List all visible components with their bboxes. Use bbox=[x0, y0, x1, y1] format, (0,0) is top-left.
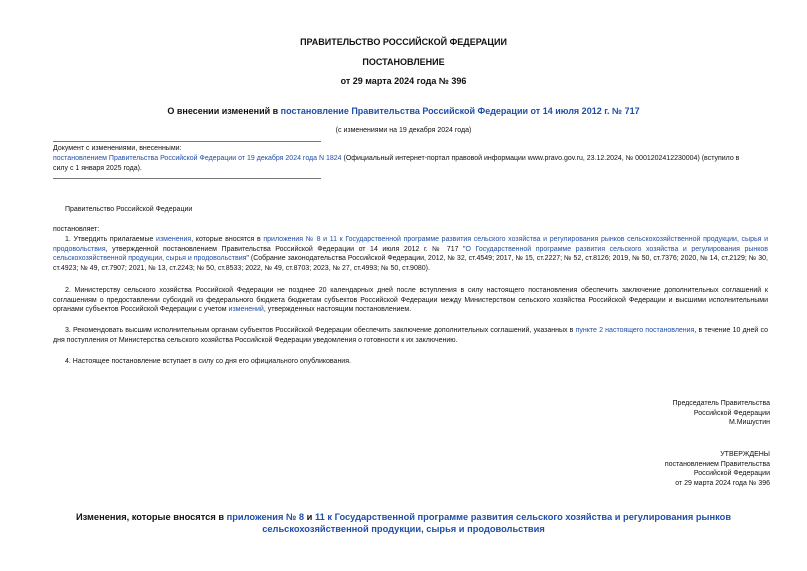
top-divider bbox=[53, 141, 321, 142]
signature-country: Российской Федерации bbox=[693, 409, 770, 417]
decrees-label: постановляет: bbox=[53, 226, 100, 233]
document-date-number: от 29 марта 2024 года № 396 bbox=[340, 76, 467, 86]
title-link[interactable]: постановление Правительства Российской Федерации от 14 июля 2012 г. № 717 bbox=[280, 106, 640, 116]
p1-link-program[interactable]: О Государственной программе развития сельского хозяйства и регулирования рынков сельскохозяйственной продукции, сырья и продовольствия bbox=[53, 245, 769, 263]
p1-link-appendices[interactable]: приложения № 8 и 11 к Государственной программе развития сельского хозяйства и регулирования рынков сельскохозяйственной продукции, сырья и продовольствия bbox=[53, 236, 768, 253]
bottom-link-appendix-11[interactable]: 11 к Государственной программе развития сельского хозяйства и регулирования рынков сельскохозяйственной продукции, сырья и продовольствия bbox=[262, 512, 732, 534]
changes-line bbox=[53, 154, 770, 164]
bottom-link-appendix-8[interactable]: приложения № 8 bbox=[226, 512, 305, 522]
signature-block bbox=[570, 399, 770, 428]
approval-by: постановлением Правительства bbox=[664, 460, 770, 468]
document-type: ПОСТАНОВЛЕНИЕ bbox=[362, 57, 445, 67]
bottom-divider bbox=[53, 178, 321, 179]
signature-position: Председатель Правительства bbox=[672, 400, 770, 407]
government-heading: ПРАВИТЕЛЬСТВО РОССИЙСКОЙ ФЕДЕРАЦИИ bbox=[300, 37, 507, 47]
p2-link-changes[interactable]: изменений bbox=[228, 306, 264, 314]
changes-title: Изменения, которые вносятся в приложения № 8 и 11 к Государственной программе развития сельского хозяйства и регулирования рынков сельскохозяйственной продукции, сырья и продовольствия bbox=[75, 512, 732, 534]
approval-block bbox=[570, 450, 770, 488]
approval-heading: УТВЕРЖДЕНЫ bbox=[720, 451, 770, 458]
changes-link[interactable]: постановлением Правительства Российской Федерации от 19 декабря 2024 года N 1824 bbox=[53, 155, 342, 162]
p3-link-clause[interactable]: пункте 2 настоящего постановления bbox=[575, 327, 695, 334]
paragraph-2: 2. Министерству сельского хозяйства Российской Федерации не позднее 20 календарных дней после вступления в силу настоящего постановления обеспечить заключение дополнительных соглашений к соглашениям о предоставлении субсидий из федерального бюджета бюджетам субъектов Российской Федерации между Министерством сельского хозяйства Российской Федерации и высшими исполнительными органами субъектов Российской Федерации с учетом изменений, утвержденных настоящим постановлением. bbox=[53, 287, 768, 314]
revision-note: (с изменениями на 19 декабря 2024 года) bbox=[335, 127, 472, 134]
paragraph-3: 3. Рекомендовать высшим исполнительным органам субъектов Российской Федерации обеспечить заключение дополнительных соглашений, указанных в пункте 2 настоящего постановления, в течение 10 дней со дня поступления от Министерства сельского хозяйства Российской Федерации уведомления о готовности к их заключению. bbox=[53, 327, 768, 344]
changes-rest-2: силу с 1 января 2025 года). bbox=[53, 165, 142, 172]
paragraph-4: 4. Настоящее постановление вступает в силу со дня его официального опубликования. bbox=[65, 358, 351, 365]
government-label: Правительство Российской Федерации bbox=[65, 206, 193, 213]
approval-country: Российской Федерации bbox=[693, 470, 770, 478]
title-prefix: О внесении изменений в bbox=[167, 106, 281, 116]
changes-rest-1: (Официальный интернет-портал правовой информации www.pravo.gov.ru, 23.12.2024, № 0001202412230004) (вступило в bbox=[341, 155, 740, 162]
p1-link-changes[interactable]: изменения bbox=[156, 236, 192, 243]
signature-name: М.Мишустин bbox=[728, 419, 770, 427]
changes-intro: Документ с изменениями, внесенными: bbox=[53, 145, 182, 152]
document-title bbox=[0, 106, 807, 116]
approval-date: от 29 марта 2024 года № 396 bbox=[675, 479, 770, 487]
paragraph-1: 1. Утвердить прилагаемые изменения, которые вносятся в приложения № 8 и 11 к Государственной программе развития сельского хозяйства и регулирования рынков сельскохозяйственной продукции, сырья и продовольствия, утвержденной постановлением Правительства Российской Федерации от 14 июля 2012 г. № 717 "О Государственной программе развития сельского хозяйства и регулирования рынков сельскохозяйственной продукции, сырья и продовольствия" (Собрание законодательства Российской Федерации, 2012, № 32, ст.4549; 2017, № 15, ст.2227; № 52, ст.8126; 2019, № 50, ст.7376; 2020, № 14, ст.2129; № 30, ст.4923; № 49, ст.7907; 2021, № 13, ст.2243; № 50, ст.8533; 2022, № 49, ст.8703; 2023, № 27, ст.4993; № 50, ст.9080). bbox=[53, 236, 769, 272]
